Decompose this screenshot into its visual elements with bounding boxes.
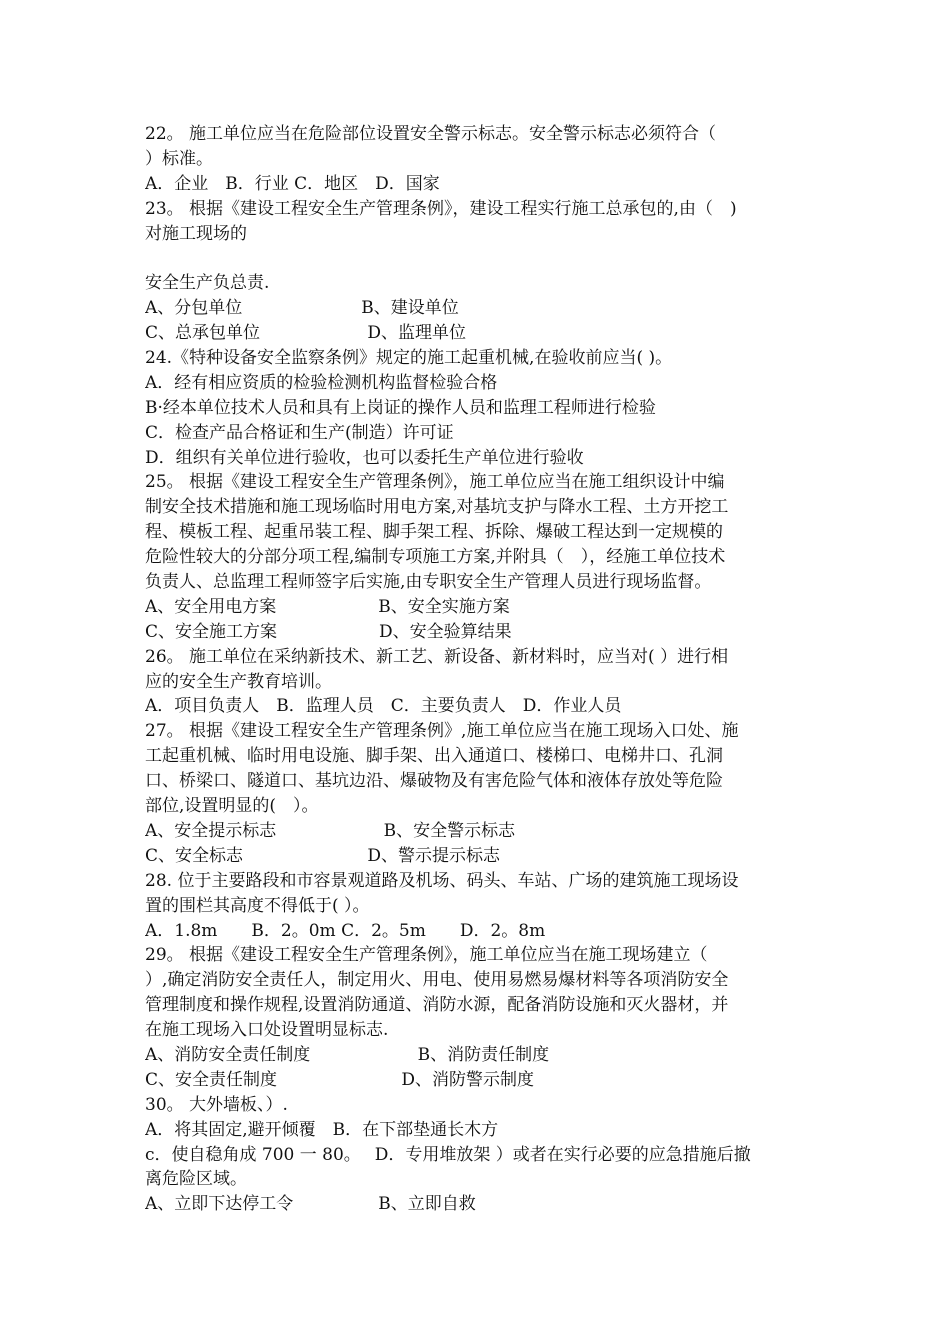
text-line: C、总承包单位 D、监理单位 bbox=[145, 323, 467, 344]
text-line: 安全生产负总责. bbox=[145, 273, 270, 294]
text-line: 制安全技术措施和施工现场临时用电方案,对基坑支护与降水工程、土方开挖工 bbox=[145, 497, 729, 518]
text-line: A、消防安全责任制度 B、消防责任制度 bbox=[145, 1044, 550, 1065]
text-line: 危险性较大的分部分项工程,编制专项施工方案,并附具（ ），经施工单位技术 bbox=[145, 547, 726, 568]
text-line: C、安全责任制度 D、消防警示制度 bbox=[145, 1069, 535, 1090]
text-line: 口、桥梁口、隧道口、基坑边沿、爆破物及有害危险气体和液体存放处等危险 bbox=[145, 771, 723, 792]
text-line: 25。 根据《建设工程安全生产管理条例》，施工单位应当在施工组织设计中编 bbox=[145, 472, 725, 493]
text-line: 在施工现场入口处设置明显标志. bbox=[145, 1020, 389, 1041]
text-line: 管理制度和操作规程,设置消防通道、消防水源，配备消防设施和灭火器材，并 bbox=[145, 995, 729, 1016]
text-line: 26。 施工单位在采纳新技术、新工艺、新设备、新材料时，应当对( ）进行相 bbox=[145, 646, 729, 667]
text-line: ）标准。 bbox=[145, 148, 213, 169]
text-line: 28. 位于主要路段和市容景观道路及机场、码头、车站、广场的建筑施工现场设 bbox=[145, 870, 739, 891]
text-line: A．1.8m B．2。0m C．2。5m D．2。8m bbox=[145, 920, 546, 941]
text-line: 部位,设置明显的( ）。 bbox=[145, 796, 319, 817]
text-line: 29。 根据《建设工程安全生产管理条例》，施工单位应当在施工现场建立（ bbox=[145, 945, 708, 966]
text-line: ）,确定消防安全责任人，制定用火、用电、使用易燃易爆材料等各项消防安全 bbox=[145, 970, 729, 991]
text-line: C、安全标志 D、警示提示标志 bbox=[145, 845, 501, 866]
text-line: 30。 大外墙板、）. bbox=[145, 1094, 288, 1115]
text-line: 应的安全生产教育培训。 bbox=[145, 671, 332, 692]
text-line: A．经有相应资质的检验检测机构监督检验合格 bbox=[145, 372, 498, 393]
text-line: 24.《特种设备安全监察条例》规定的施工起重机械,在验收前应当( )。 bbox=[145, 348, 673, 369]
text-line: 22。 施工单位应当在危险部位设置安全警示标志。安全警示标志必须符合（ bbox=[145, 124, 717, 144]
text-line: 23。 根据《建设工程安全生产管理条例》，建设工程实行施工总承包的,由（ ) bbox=[145, 198, 737, 219]
text-line: 程、模板工程、起重吊装工程、脚手架工程、拆除、爆破工程达到一定规模的 bbox=[145, 522, 723, 543]
text-line: 对施工现场的 bbox=[145, 223, 247, 244]
text-line: A．项目负责人 B．监理人员 C．主要负责人 D．作业人员 bbox=[145, 696, 622, 717]
text-line: A．企业 B．行业 C．地区 D．国家 bbox=[145, 173, 440, 194]
text-line: 工起重机械、临时用电设施、脚手架、出入通道口、楼梯口、电梯井口、孔洞 bbox=[145, 746, 723, 767]
document-page bbox=[145, 122, 810, 1217]
text-line: 离危险区域。 bbox=[145, 1169, 247, 1190]
text-line: 27。 根据《建设工程安全生产管理条例》,施工单位应当在施工现场入口处、施 bbox=[145, 721, 739, 742]
text-line: 置的围栏其高度不得低于( ）。 bbox=[145, 895, 370, 916]
text-line: A．将其固定,避开倾覆 B．在下部垫通长木方 bbox=[145, 1119, 499, 1140]
text-line: 负责人、总监理工程师签字后实施,由专职安全生产管理人员进行现场监督。 bbox=[145, 572, 712, 593]
blank-line bbox=[145, 246, 810, 271]
text-line: D．组织有关单位进行验收，也可以委托生产单位进行验收 bbox=[145, 447, 584, 468]
text-line: A、安全用电方案 B、安全实施方案 bbox=[145, 596, 510, 617]
text-line: C．检查产品合格证和生产(制造）许可证 bbox=[145, 422, 454, 443]
text-line: C、安全施工方案 D、安全验算结果 bbox=[145, 621, 512, 642]
text-line: A、分包单位 B、建设单位 bbox=[145, 298, 459, 319]
text-line: c．使自稳角成 700 一 80。 D．专用堆放架 ）或者在实行必要的应急措施后撤 bbox=[145, 1144, 751, 1165]
text-line: A、安全提示标志 B、安全警示标志 bbox=[145, 820, 516, 841]
text-line: A、立即下达停工令 B、立即自救 bbox=[145, 1194, 476, 1215]
text-line: B·经本单位技术人员和具有上岗证的操作人员和监理工程师进行检验 bbox=[145, 397, 656, 418]
